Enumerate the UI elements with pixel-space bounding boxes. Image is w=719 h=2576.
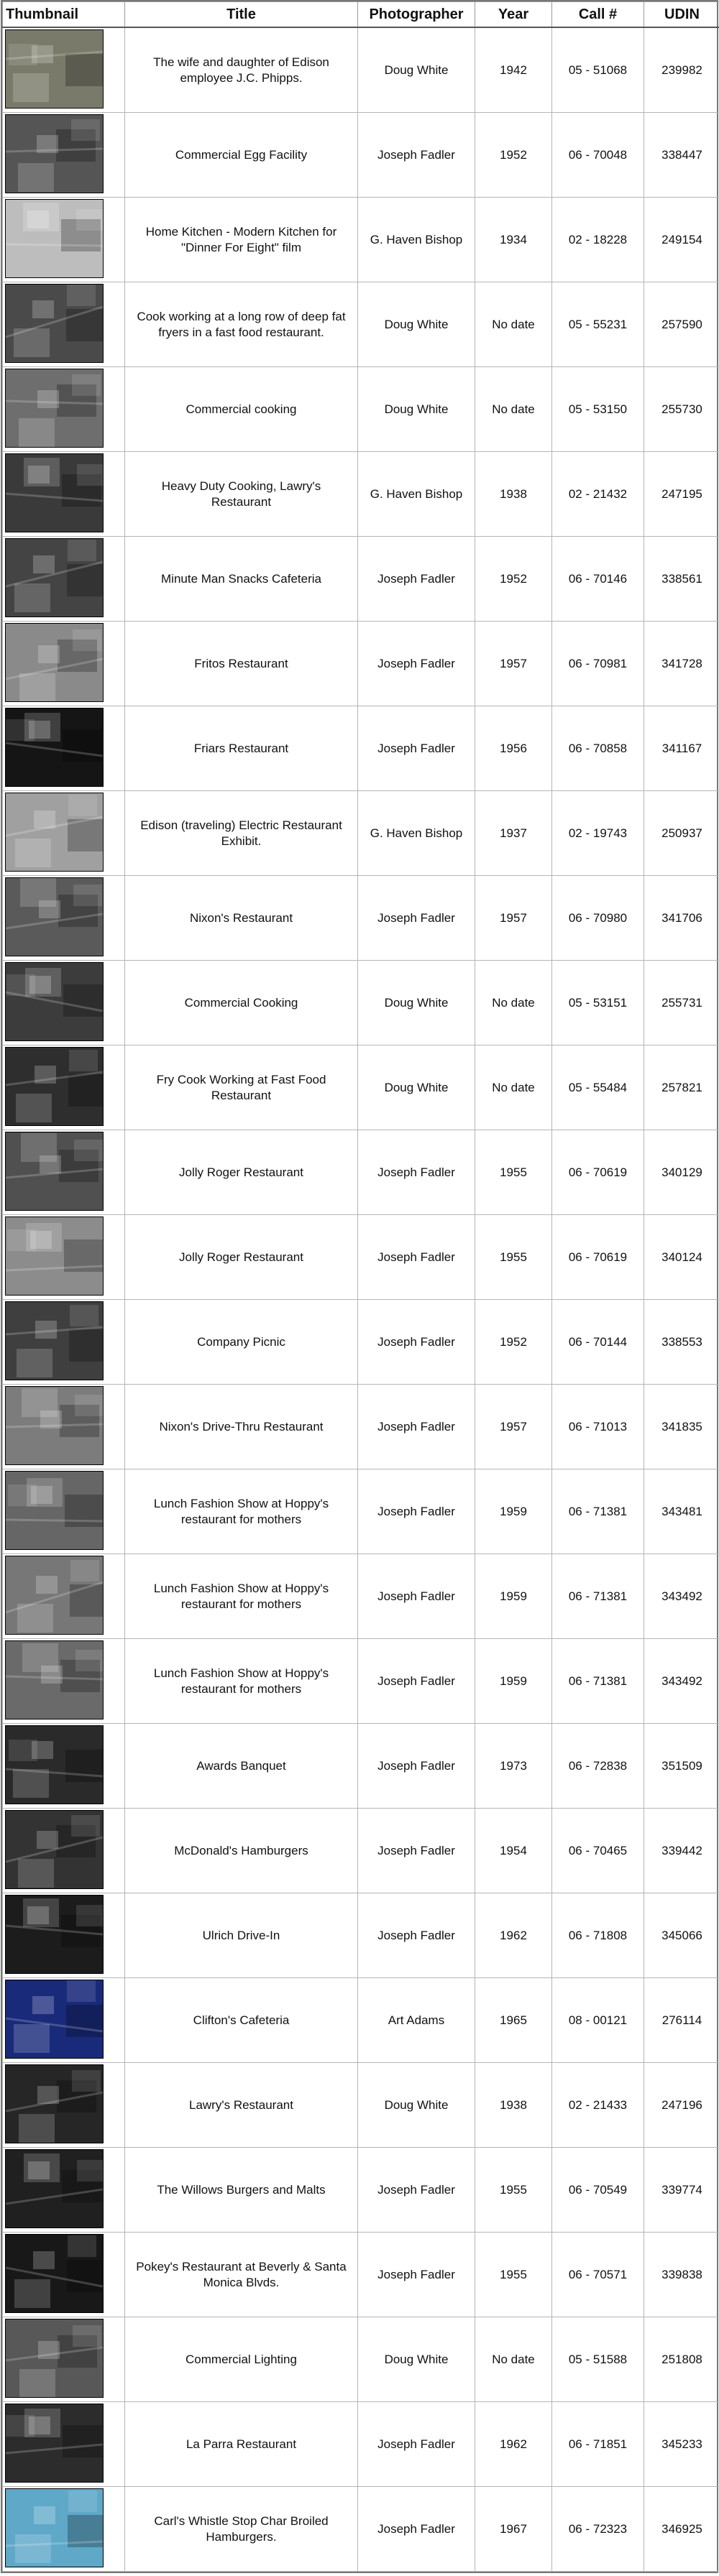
udin-cell: 345233 [644, 2402, 719, 2487]
title-cell: Commercial Egg Facility [125, 113, 358, 198]
header-year: Year [475, 2, 552, 28]
thumbnail-image[interactable] [5, 1047, 104, 1126]
year-cell: 1962 [475, 2402, 552, 2487]
year-cell: 1965 [475, 1978, 552, 2063]
title-cell: Lunch Fashion Show at Hoppy's restaurant for mothers [125, 1469, 358, 1554]
thumbnail-cell [3, 452, 125, 537]
udin-cell: 343481 [644, 1469, 719, 1554]
thumbnail-cell [3, 198, 125, 282]
thumbnail-cell [3, 1300, 125, 1385]
photographer-cell: Doug White [358, 367, 475, 452]
thumbnail-image[interactable] [5, 29, 104, 109]
table-row [3, 1724, 719, 1809]
call-number-cell: 06 - 71851 [552, 2402, 644, 2487]
udin-cell: 341706 [644, 876, 719, 961]
photo-thumbnail-graphic [6, 1048, 103, 1125]
call-number-cell: 06 - 71381 [552, 1554, 644, 1639]
udin-cell: 341835 [644, 1385, 719, 1469]
table-row [3, 876, 719, 961]
photo-thumbnail-graphic [6, 285, 103, 362]
udin-cell: 339774 [644, 2148, 719, 2233]
call-number-cell: 06 - 70144 [552, 1300, 644, 1385]
year-cell: 1957 [475, 622, 552, 706]
call-number-cell: 06 - 70048 [552, 113, 644, 198]
udin-cell: 338553 [644, 1300, 719, 1385]
photo-thumbnail-graphic [6, 454, 103, 532]
table-row [3, 1215, 719, 1300]
call-number-cell: 02 - 21432 [552, 452, 644, 537]
thumbnail-cell [3, 282, 125, 367]
thumbnail-cell [3, 27, 125, 113]
photographer-cell: G. Haven Bishop [358, 198, 475, 282]
thumbnail-image[interactable] [5, 1301, 104, 1380]
year-cell: 1959 [475, 1469, 552, 1554]
title-cell: Pokey's Restaurant at Beverly & Santa Monica Blvds. [125, 2233, 358, 2317]
thumbnail-cell [3, 876, 125, 961]
thumbnail-image[interactable] [5, 114, 104, 193]
call-number-cell: 02 - 18228 [552, 198, 644, 282]
udin-cell: 247195 [644, 452, 719, 537]
year-cell: 1938 [475, 452, 552, 537]
photographer-cell: Joseph Fadler [358, 2402, 475, 2487]
year-cell: 1952 [475, 1300, 552, 1385]
year-cell: 1955 [475, 2233, 552, 2317]
table-row [3, 1639, 719, 1724]
year-cell: 1973 [475, 1724, 552, 1809]
call-number-cell: 06 - 70146 [552, 537, 644, 622]
thumbnail-cell [3, 1978, 125, 2063]
thumbnail-cell [3, 1809, 125, 1893]
udin-cell: 255731 [644, 961, 719, 1045]
call-number-cell: 05 - 55484 [552, 1045, 644, 1130]
thumbnail-image[interactable] [5, 1725, 104, 1804]
table-row [3, 367, 719, 452]
photo-thumbnail-graphic [6, 1726, 103, 1804]
table-row [3, 2233, 719, 2317]
photographer-cell: Joseph Fadler [358, 1809, 475, 1893]
title-cell: Friars Restaurant [125, 706, 358, 791]
photo-thumbnail-graphic [6, 963, 103, 1040]
call-number-cell: 05 - 51068 [552, 27, 644, 113]
udin-cell: 339442 [644, 1809, 719, 1893]
year-cell: 1934 [475, 198, 552, 282]
thumbnail-image[interactable] [5, 2404, 104, 2483]
title-cell: Carl's Whistle Stop Char Broiled Hamburgers. [125, 2487, 358, 2572]
thumbnail-cell [3, 1639, 125, 1724]
thumbnail-image[interactable] [5, 1471, 104, 1550]
thumbnail-cell [3, 1893, 125, 1978]
thumbnail-cell [3, 1724, 125, 1809]
thumbnail-cell [3, 1469, 125, 1554]
photo-thumbnail-graphic [6, 30, 103, 108]
year-cell: 1952 [475, 537, 552, 622]
title-cell: Commercial Lighting [125, 2317, 358, 2402]
photographer-cell: Joseph Fadler [358, 706, 475, 791]
photographer-cell: Joseph Fadler [358, 2233, 475, 2317]
photo-thumbnail-graphic [6, 2319, 103, 2397]
photographer-cell: Doug White [358, 27, 475, 113]
thumbnail-image[interactable] [5, 877, 104, 956]
udin-cell: 255730 [644, 367, 719, 452]
call-number-cell: 06 - 71808 [552, 1893, 644, 1978]
call-number-cell: 06 - 70858 [552, 706, 644, 791]
photo-thumbnail-graphic [6, 2489, 103, 2567]
udin-cell: 351509 [644, 1724, 719, 1809]
thumbnail-cell [3, 537, 125, 622]
udin-cell: 251808 [644, 2317, 719, 2402]
thumbnail-cell [3, 622, 125, 706]
call-number-cell: 06 - 71381 [552, 1639, 644, 1724]
photo-thumbnail-graphic [6, 624, 103, 701]
call-number-cell: 05 - 55231 [552, 282, 644, 367]
thumbnail-cell [3, 706, 125, 791]
thumbnail-image[interactable] [5, 538, 104, 617]
photographer-cell: Joseph Fadler [358, 622, 475, 706]
photographer-cell: Joseph Fadler [358, 1554, 475, 1639]
udin-cell: 343492 [644, 1639, 719, 1724]
call-number-cell: 05 - 53150 [552, 367, 644, 452]
udin-cell: 338447 [644, 113, 719, 198]
photo-thumbnail-graphic [6, 708, 103, 786]
call-number-cell: 06 - 70619 [552, 1130, 644, 1215]
photo-thumbnail-graphic [6, 1472, 103, 1549]
photo-thumbnail-graphic [6, 2235, 103, 2312]
thumbnail-cell [3, 2317, 125, 2402]
photographer-cell: Joseph Fadler [358, 1469, 475, 1554]
table-header [3, 2, 719, 28]
call-number-cell: 06 - 70619 [552, 1215, 644, 1300]
thumbnail-image[interactable] [5, 1895, 104, 1974]
table-row [3, 1045, 719, 1130]
photo-thumbnail-graphic [6, 793, 103, 871]
year-cell: No date [475, 1045, 552, 1130]
udin-cell: 247196 [644, 2063, 719, 2148]
title-cell: Commercial cooking [125, 367, 358, 452]
thumbnail-image[interactable] [5, 2319, 104, 2398]
year-cell: 1957 [475, 1385, 552, 1469]
thumbnail-cell [3, 1130, 125, 1215]
header-photographer: Photographer [358, 2, 475, 28]
title-cell: Heavy Duty Cooking, Lawry's Restaurant [125, 452, 358, 537]
table-row [3, 282, 719, 367]
year-cell: 1967 [475, 2487, 552, 2572]
thumbnail-cell [3, 1045, 125, 1130]
thumbnail-cell [3, 2233, 125, 2317]
udin-cell: 257821 [644, 1045, 719, 1130]
title-cell: McDonald's Hamburgers [125, 1809, 358, 1893]
thumbnail-cell [3, 1385, 125, 1469]
photo-thumbnail-graphic [6, 1556, 103, 1634]
thumbnail-image[interactable] [5, 369, 104, 448]
call-number-cell: 06 - 71013 [552, 1385, 644, 1469]
photo-thumbnail-graphic [6, 2065, 103, 2143]
photo-thumbnail-graphic [6, 2150, 103, 2228]
udin-cell: 341167 [644, 706, 719, 791]
title-cell: Home Kitchen - Modern Kitchen for "Dinner For Eight" film [125, 198, 358, 282]
thumbnail-cell [3, 2487, 125, 2572]
photographer-cell: Doug White [358, 282, 475, 367]
table-row [3, 537, 719, 622]
call-number-cell: 06 - 70980 [552, 876, 644, 961]
thumbnail-image[interactable] [5, 1556, 104, 1635]
header-row [3, 2, 719, 28]
call-number-cell: 06 - 72838 [552, 1724, 644, 1809]
thumbnail-cell [3, 2402, 125, 2487]
thumbnail-image[interactable] [5, 1386, 104, 1465]
photographer-cell: Doug White [358, 1045, 475, 1130]
title-cell: Clifton's Cafeteria [125, 1978, 358, 2063]
photographer-cell: Doug White [358, 2317, 475, 2402]
photographer-cell: Doug White [358, 2063, 475, 2148]
call-number-cell: 08 - 00121 [552, 1978, 644, 2063]
udin-cell: 343492 [644, 1554, 719, 1639]
photographer-cell: Joseph Fadler [358, 113, 475, 198]
thumbnail-image[interactable] [5, 793, 104, 872]
table-row [3, 113, 719, 198]
title-cell: Awards Banquet [125, 1724, 358, 1809]
thumbnail-image[interactable] [5, 453, 104, 532]
year-cell: 1955 [475, 1215, 552, 1300]
photographer-cell: Joseph Fadler [358, 1639, 475, 1724]
title-cell: Ulrich Drive-In [125, 1893, 358, 1978]
thumbnail-image[interactable] [5, 708, 104, 787]
title-cell: Fry Cook Working at Fast Food Restaurant [125, 1045, 358, 1130]
call-number-cell: 06 - 70549 [552, 2148, 644, 2233]
call-number-cell: 06 - 72323 [552, 2487, 644, 2572]
table-row [3, 1130, 719, 1215]
udin-cell: 340124 [644, 1215, 719, 1300]
photo-thumbnail-graphic [6, 878, 103, 956]
photo-thumbnail-graphic [6, 1132, 103, 1210]
year-cell: 1957 [475, 876, 552, 961]
thumbnail-cell [3, 367, 125, 452]
call-number-cell: 02 - 21433 [552, 2063, 644, 2148]
thumbnail-image[interactable] [5, 2149, 104, 2228]
year-cell: No date [475, 367, 552, 452]
title-cell: The Willows Burgers and Malts [125, 2148, 358, 2233]
photo-thumbnail-graphic [6, 200, 103, 277]
table-row [3, 622, 719, 706]
records-table-container [1, 0, 718, 2573]
udin-cell: 249154 [644, 198, 719, 282]
udin-cell: 239982 [644, 27, 719, 113]
photo-thumbnail-graphic [6, 115, 103, 193]
photographer-cell: Joseph Fadler [358, 1215, 475, 1300]
photographer-cell: Joseph Fadler [358, 2148, 475, 2233]
table-row [3, 791, 719, 876]
year-cell: 1938 [475, 2063, 552, 2148]
table-row [3, 198, 719, 282]
photo-thumbnail-graphic [6, 369, 103, 447]
table-row [3, 2317, 719, 2402]
photographer-cell: Joseph Fadler [358, 537, 475, 622]
thumbnail-image[interactable] [5, 1810, 104, 1889]
udin-cell: 345066 [644, 1893, 719, 1978]
udin-cell: 250937 [644, 791, 719, 876]
photographer-cell: Joseph Fadler [358, 1893, 475, 1978]
photo-thumbnail-graphic [6, 539, 103, 617]
photographer-cell: Joseph Fadler [358, 1385, 475, 1469]
year-cell: No date [475, 2317, 552, 2402]
call-number-cell: 06 - 71381 [552, 1469, 644, 1554]
photo-thumbnail-graphic [6, 1217, 103, 1295]
title-cell: Lawry's Restaurant [125, 2063, 358, 2148]
year-cell: 1955 [475, 2148, 552, 2233]
title-cell: Fritos Restaurant [125, 622, 358, 706]
udin-cell: 340129 [644, 1130, 719, 1215]
thumbnail-image[interactable] [5, 2064, 104, 2143]
title-cell: Lunch Fashion Show at Hoppy's restaurant for mothers [125, 1554, 358, 1639]
thumbnail-cell [3, 1215, 125, 1300]
call-number-cell: 05 - 51588 [552, 2317, 644, 2402]
table-row [3, 452, 719, 537]
thumbnail-cell [3, 2063, 125, 2148]
title-cell: The wife and daughter of Edison employee J.C. Phipps. [125, 27, 358, 113]
title-cell: Jolly Roger Restaurant [125, 1130, 358, 1215]
table-row [3, 2148, 719, 2233]
call-number-cell: 06 - 70981 [552, 622, 644, 706]
year-cell: 1942 [475, 27, 552, 113]
table-row [3, 1809, 719, 1893]
table-row [3, 706, 719, 791]
title-cell: Nixon's Restaurant [125, 876, 358, 961]
table-row [3, 2402, 719, 2487]
thumbnail-image[interactable] [5, 1217, 104, 1296]
title-cell: Commercial Cooking [125, 961, 358, 1045]
thumbnail-cell [3, 113, 125, 198]
year-cell: 1952 [475, 113, 552, 198]
year-cell: 1954 [475, 1809, 552, 1893]
year-cell: 1955 [475, 1130, 552, 1215]
photographer-cell: Joseph Fadler [358, 1300, 475, 1385]
title-cell: Jolly Roger Restaurant [125, 1215, 358, 1300]
table-row [3, 1554, 719, 1639]
thumbnail-image[interactable] [5, 1132, 104, 1211]
table-row [3, 1978, 719, 2063]
header-title: Title [125, 2, 358, 28]
call-number-cell: 05 - 53151 [552, 961, 644, 1045]
table-row [3, 961, 719, 1045]
table-row [3, 2063, 719, 2148]
title-cell: Nixon's Drive-Thru Restaurant [125, 1385, 358, 1469]
header-call-number: Call # [552, 2, 644, 28]
header-udin: UDIN [644, 2, 719, 28]
photographer-cell: Doug White [358, 961, 475, 1045]
thumbnail-image[interactable] [5, 284, 104, 363]
thumbnail-image[interactable] [5, 2488, 104, 2567]
thumbnail-cell [3, 791, 125, 876]
thumbnail-image[interactable] [5, 1980, 104, 2059]
year-cell: 1937 [475, 791, 552, 876]
photographer-cell: G. Haven Bishop [358, 452, 475, 537]
udin-cell: 338561 [644, 537, 719, 622]
table-row [3, 1385, 719, 1469]
table-body [3, 27, 719, 2572]
header-thumbnail: Thumbnail [3, 2, 125, 28]
year-cell: 1962 [475, 1893, 552, 1978]
thumbnail-image[interactable] [5, 962, 104, 1041]
title-cell: Company Picnic [125, 1300, 358, 1385]
photo-thumbnail-graphic [6, 1641, 103, 1719]
year-cell: No date [475, 961, 552, 1045]
photo-thumbnail-graphic [6, 1302, 103, 1380]
call-number-cell: 06 - 70571 [552, 2233, 644, 2317]
year-cell: No date [475, 282, 552, 367]
title-cell: Cook working at a long row of deep fat fryers in a fast food restaurant. [125, 282, 358, 367]
udin-cell: 341728 [644, 622, 719, 706]
records-table [2, 1, 719, 2572]
photographer-cell: Joseph Fadler [358, 1130, 475, 1215]
photographer-cell: Joseph Fadler [358, 1724, 475, 1809]
thumbnail-cell [3, 961, 125, 1045]
year-cell: 1956 [475, 706, 552, 791]
table-row [3, 1300, 719, 1385]
thumbnail-cell [3, 1554, 125, 1639]
title-cell: Minute Man Snacks Cafeteria [125, 537, 358, 622]
thumbnail-image[interactable] [5, 623, 104, 702]
photo-thumbnail-graphic [6, 1896, 103, 1973]
title-cell: Lunch Fashion Show at Hoppy's restaurant for mothers [125, 1639, 358, 1724]
photo-thumbnail-graphic [6, 1811, 103, 1888]
udin-cell: 339838 [644, 2233, 719, 2317]
table-row [3, 2487, 719, 2572]
photo-thumbnail-graphic [6, 2404, 103, 2482]
udin-cell: 276114 [644, 1978, 719, 2063]
call-number-cell: 02 - 19743 [552, 791, 644, 876]
photo-thumbnail-graphic [6, 1980, 103, 2058]
year-cell: 1959 [475, 1639, 552, 1724]
thumbnail-cell [3, 2148, 125, 2233]
table-row [3, 27, 719, 113]
photographer-cell: Joseph Fadler [358, 876, 475, 961]
photographer-cell: Art Adams [358, 1978, 475, 2063]
table-row [3, 1469, 719, 1554]
photographer-cell: Joseph Fadler [358, 2487, 475, 2572]
udin-cell: 257590 [644, 282, 719, 367]
thumbnail-image[interactable] [5, 2234, 104, 2313]
photo-thumbnail-graphic [6, 1387, 103, 1464]
thumbnail-image[interactable] [5, 1640, 104, 1719]
call-number-cell: 06 - 70465 [552, 1809, 644, 1893]
year-cell: 1959 [475, 1554, 552, 1639]
table-row [3, 1893, 719, 1978]
photographer-cell: G. Haven Bishop [358, 791, 475, 876]
title-cell: Edison (traveling) Electric Restaurant Exhibit. [125, 791, 358, 876]
thumbnail-image[interactable] [5, 199, 104, 278]
title-cell: La Parra Restaurant [125, 2402, 358, 2487]
udin-cell: 346925 [644, 2487, 719, 2572]
